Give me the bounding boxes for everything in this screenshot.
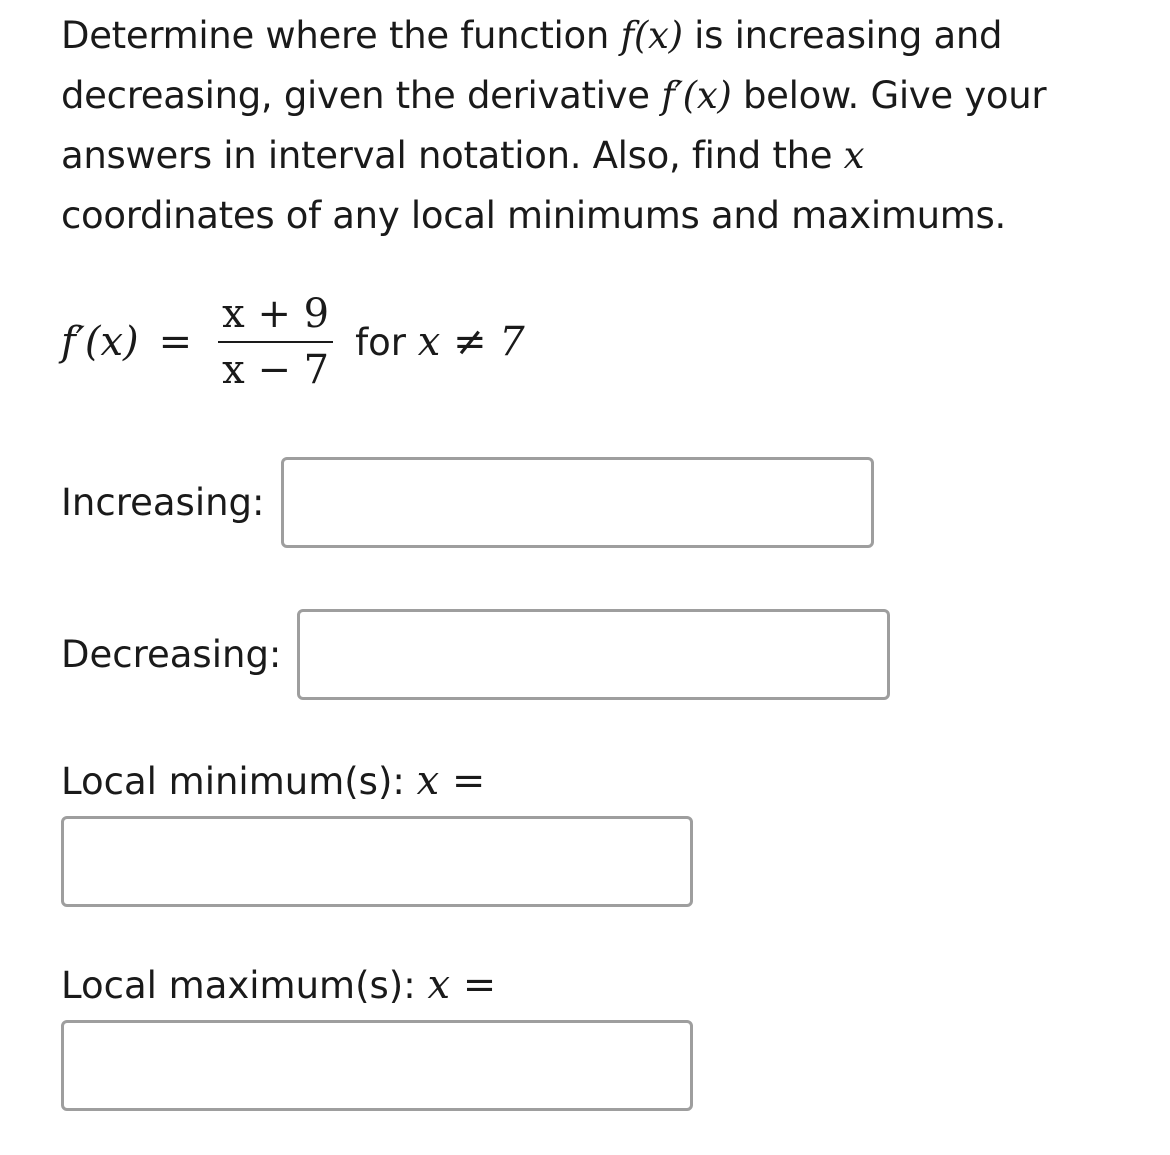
- local-maximum-label: [61, 962, 496, 1008]
- decreasing-label: Decreasing:: [61, 633, 282, 676]
- derivative-formula: [61, 282, 525, 402]
- question-text-fragment: is increasing and: [682, 14, 1003, 57]
- local-maximum-label-math: x =: [427, 962, 497, 1008]
- question-text-fragment: answers in interval notation. Also, find the: [61, 134, 844, 177]
- question-text-fragment: below. Give your: [731, 74, 1047, 117]
- increasing-label: Increasing:: [61, 481, 265, 524]
- local-maximum-input[interactable]: [61, 1020, 693, 1111]
- local-minimum-label: [61, 758, 485, 804]
- local-minimum-label-math: x =: [416, 758, 486, 804]
- fraction-denominator: x − 7: [222, 347, 330, 393]
- question-line-1: [61, 6, 1141, 66]
- math-x: x: [843, 134, 865, 177]
- local-minimum-label-text: Local minimum(s):: [61, 760, 417, 803]
- question-text-fragment: Determine where the function: [61, 14, 621, 57]
- decreasing-input[interactable]: [297, 609, 890, 700]
- fraction-bar: [218, 341, 333, 343]
- question-text-fragment: decreasing, given the derivative: [61, 74, 662, 117]
- local-minimum-input[interactable]: [61, 816, 693, 907]
- question-line-3: [61, 126, 1141, 186]
- condition-math: x ≠ 7: [417, 319, 525, 365]
- increasing-input[interactable]: [281, 457, 874, 548]
- fraction-numerator: x + 9: [222, 291, 330, 337]
- formula-lhs: f′(x): [61, 319, 139, 365]
- formula-condition: [355, 319, 525, 365]
- condition-text: for: [355, 321, 418, 364]
- formula-equals: =: [158, 319, 193, 365]
- local-maximum-label-text: Local maximum(s):: [61, 964, 428, 1007]
- question-text: [61, 6, 1141, 246]
- question-line-2: [61, 66, 1141, 126]
- formula-fraction: [218, 291, 333, 393]
- decreasing-row: [61, 609, 890, 700]
- increasing-row: [61, 457, 874, 548]
- question-line-4: coordinates of any local minimums and maximums.: [61, 194, 1006, 237]
- math-f-of-x: f(x): [620, 14, 683, 57]
- math-f-prime-of-x: f′(x): [661, 74, 732, 117]
